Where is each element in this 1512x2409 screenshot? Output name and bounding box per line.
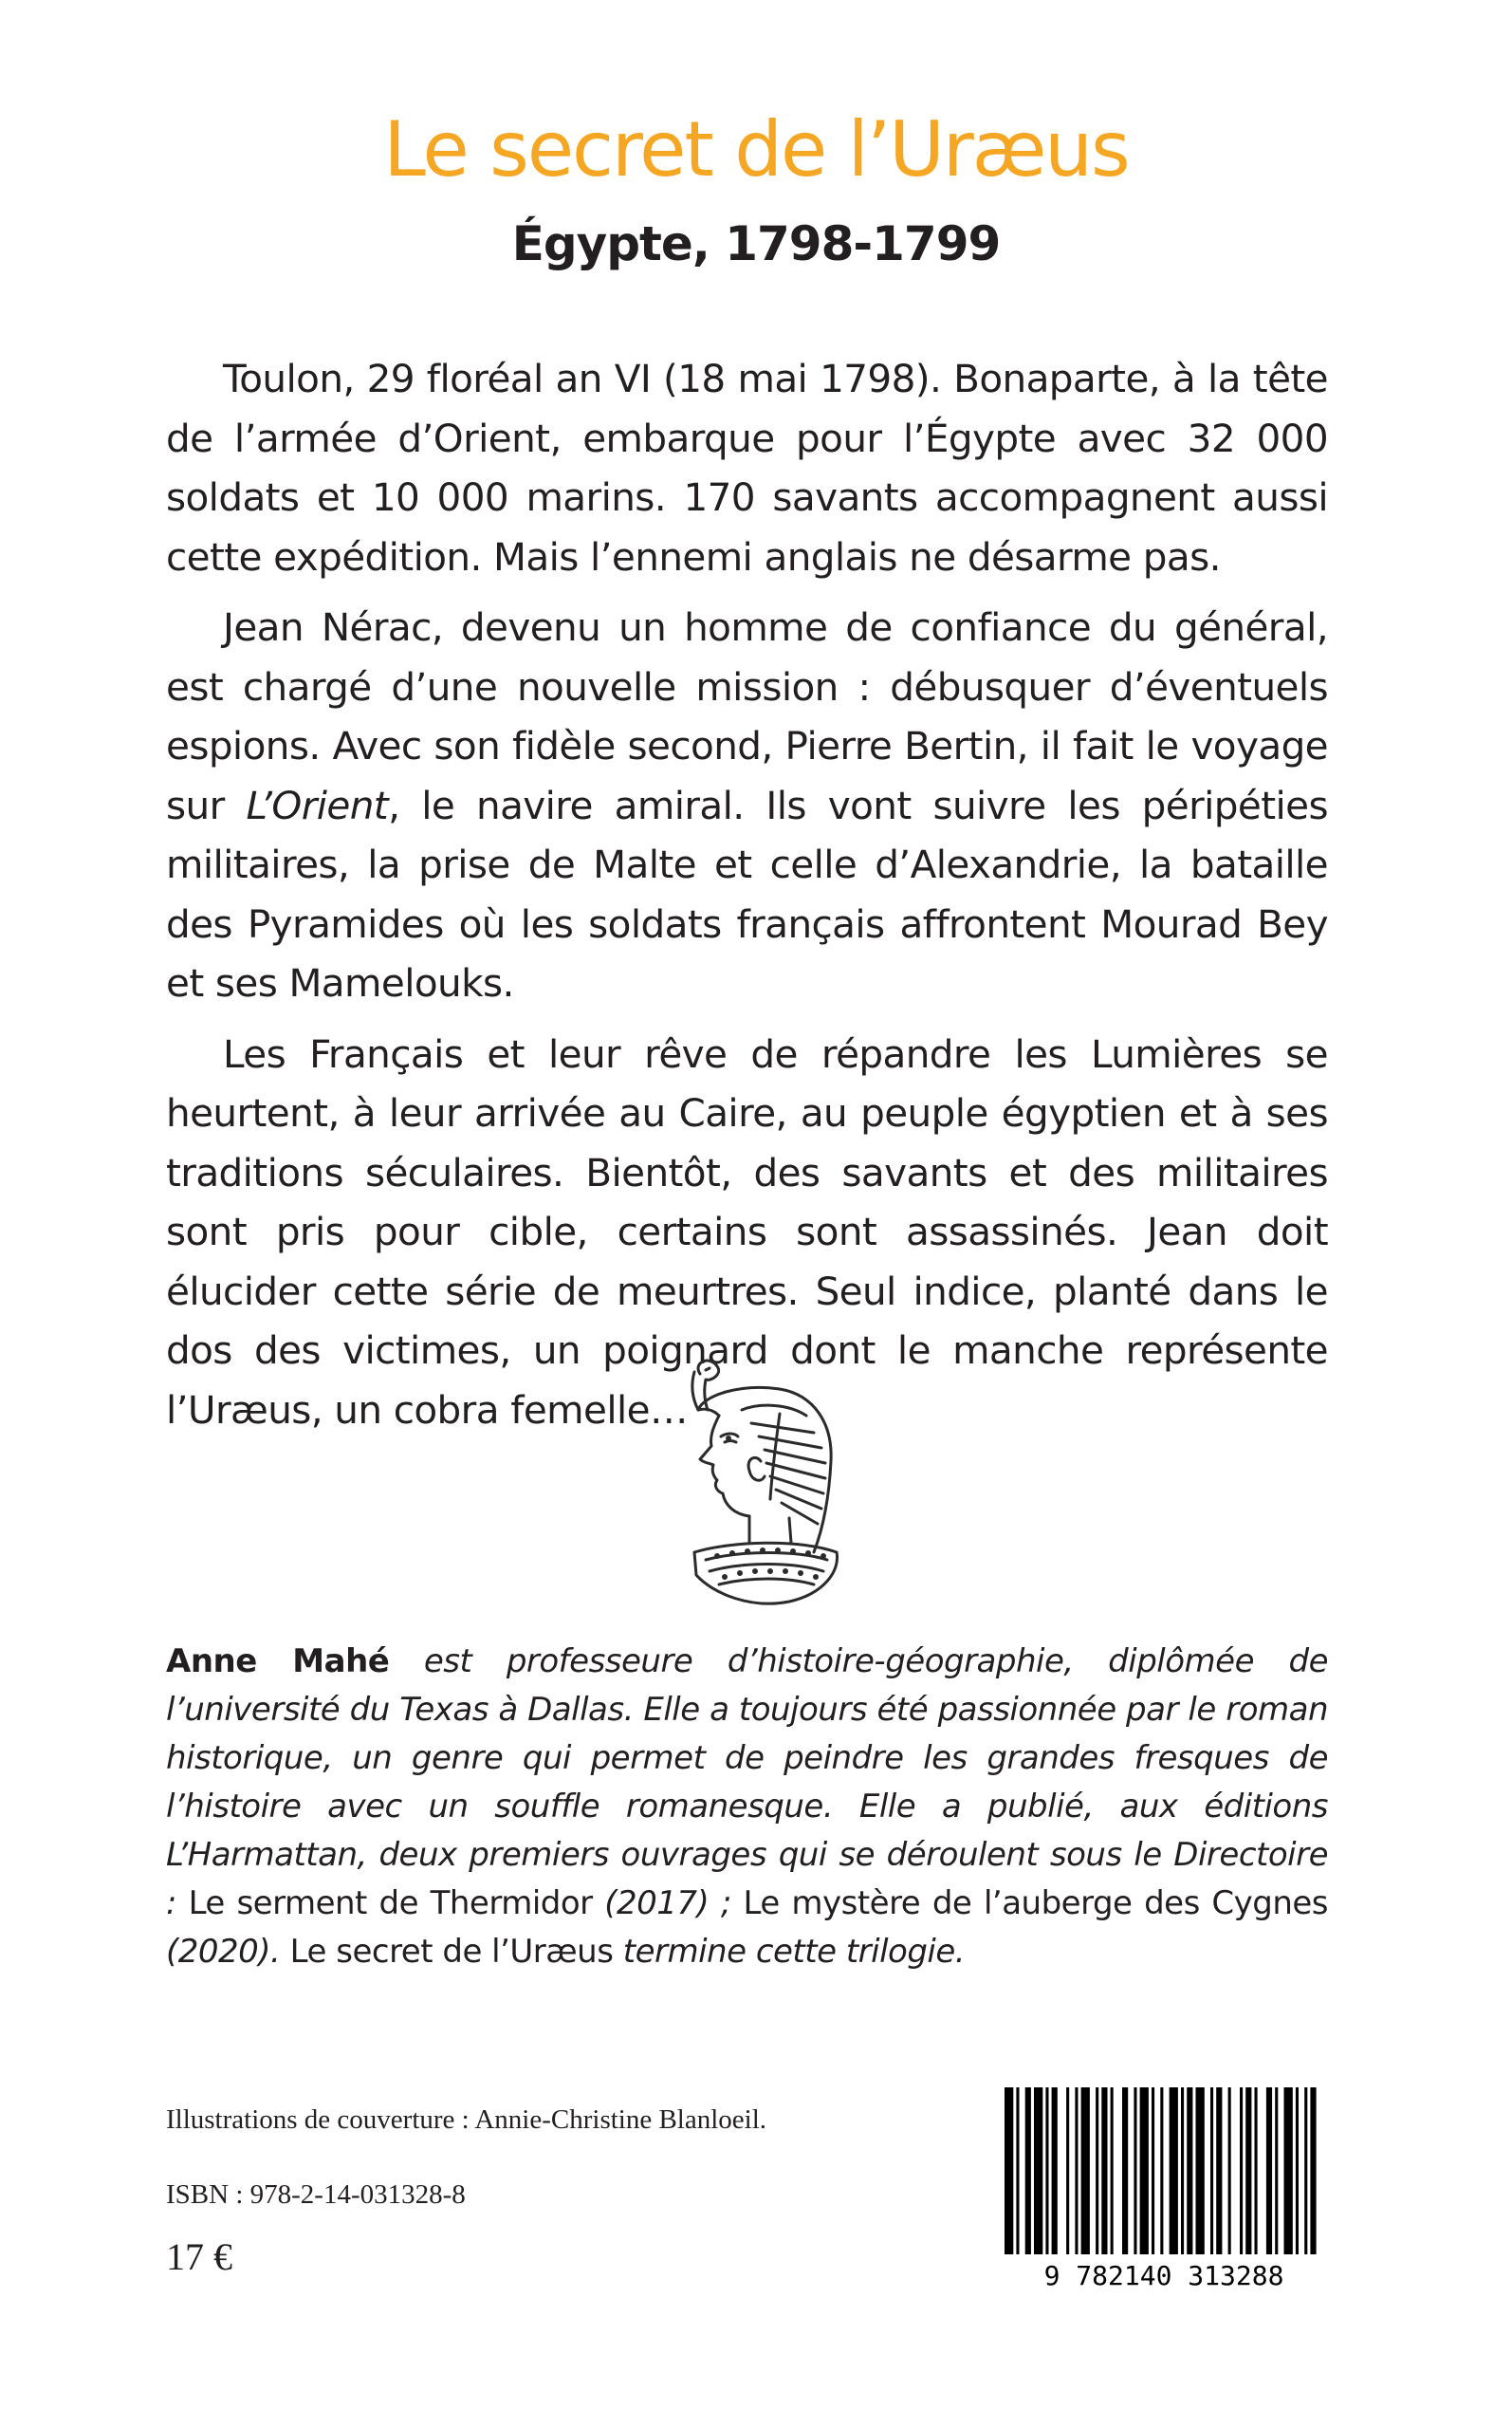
author-bio-text: est professeure d’histoire-géographie, diplômée de l’université du Texas à Dallas. Elle a toujours été passionnée par le roman historique, un genre qui permet de peindre les grandes fresques de l’histoire avec un souffle romanesque. Elle a publié, aux éditions L’Harmattan, deux premiers ouvrages qui se déroulent sous le Directoire : — [166, 1642, 1328, 1922]
isbn-barcode — [999, 2084, 1329, 2292]
author-bio-closing: termine cette trilogie. — [613, 1933, 966, 1971]
barcode-number: 9 782140 313288 — [1043, 2260, 1284, 2291]
summary-paragraph-2-end: , le navire amiral. Ils vont suivre les péripéties militaires, la prise de Malte et celle d’Alexandrie, la bataille des Pyramides où les soldats français affrontent Mourad Bey et ses Mamelouks. — [166, 782, 1328, 1006]
illustration-credits: Illustrations de couverture : Annie-Christine Blanloeil. — [166, 2104, 767, 2135]
author-name: Anne Mahé — [166, 1642, 390, 1680]
summary-paragraph-1: Toulon, 29 floréal an VI (18 mai 1798). Bonaparte, à la tête de l’armée d’Orient, embarque pour l’Égypte avec 32 000 soldats et 10 000 marins. 170 savants accompagnent aussi cette expédition. Mais l’ennemi anglais ne désarme pas. — [166, 356, 1328, 580]
summary-paragraph-2 — [166, 598, 1328, 1013]
book-title-3: Le secret de l’Uræus — [289, 1933, 614, 1971]
book-subtitle: Égypte, 1798-1799 — [511, 216, 1001, 271]
book-year-2: (2020). — [166, 1933, 290, 1971]
price: 17 € — [166, 2235, 232, 2278]
back-cover-summary — [166, 349, 1328, 1451]
book-year-1: (2017) ; — [592, 1884, 744, 1922]
summary-paragraph-3: Les Français et leur rêve de répandre les Lumières se heurtent, à leur arrivée au Caire, au peuple égyptien et à ses traditions séculaires. Bientôt, des savants et des militaires sont pris pour cible, certains sont assassinés. Jean doit élucider cette série de meurtres. Seul indice, planté dans le dos des victimes, un poignard dont le manche représente l’Uræus, un cobra femelle… — [166, 1030, 1328, 1433]
ship-name: L’Orient — [246, 782, 389, 828]
summary-paragraph-2-start: Jean Nérac, devenu un homme de confiance du général, est chargé d’une nouvelle mission : débusquer d’éventuels espions. Avec son fidèle second, Pierre Bertin, il fait le voyage sur — [166, 604, 1328, 828]
book-title-2: Le mystère de l’auberge des Cygnes — [743, 1884, 1329, 1922]
book-title-1: Le serment de Thermidor — [188, 1884, 593, 1922]
isbn: ISBN : 978-2-14-031328-8 — [166, 2179, 466, 2210]
book-title: Le secret de l’Uræus — [383, 105, 1129, 194]
pharaoh-uraeus-illustration — [637, 1357, 875, 1613]
author-bio — [166, 1638, 1328, 1976]
